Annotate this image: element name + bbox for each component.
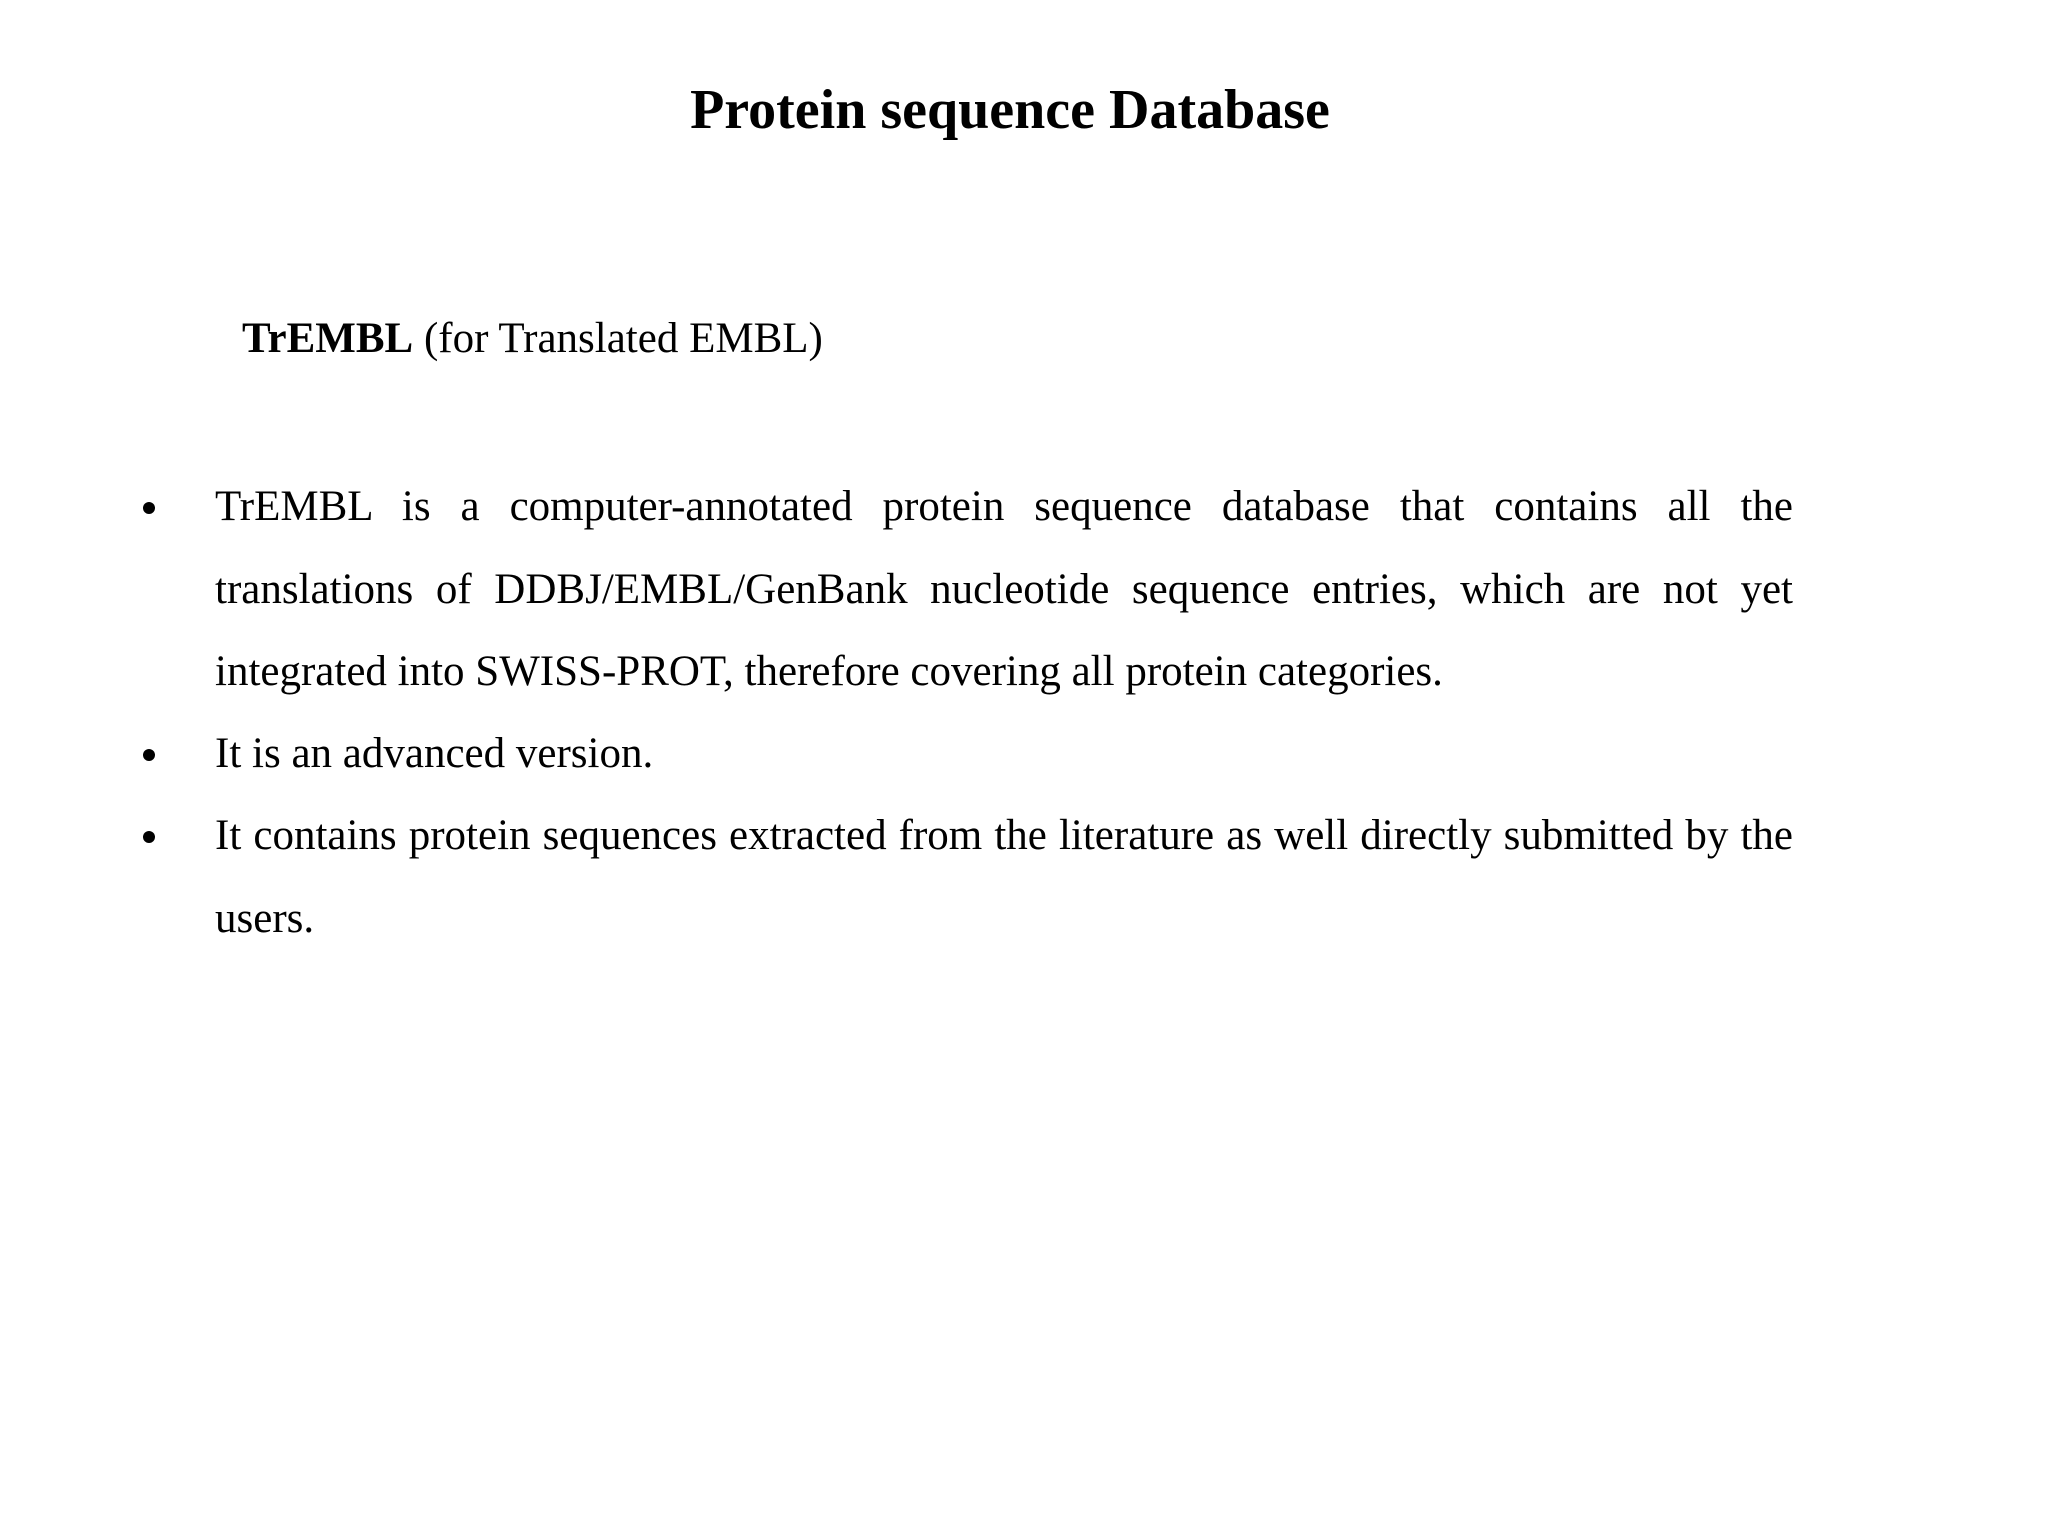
- bullet-icon: [143, 502, 155, 514]
- bullet-icon: [143, 831, 155, 843]
- page-title: Protein sequence Database: [690, 79, 1330, 141]
- subheading-term: TrEMBL: [242, 315, 414, 362]
- subheading-expansion: (for Translated EMBL): [413, 315, 823, 362]
- section-subheading: [242, 310, 823, 368]
- list-item-text: It contains protein sequences extracted from the literature as well directly submitted by the users.: [215, 812, 1793, 942]
- bullet-icon: [143, 749, 155, 761]
- list-item-text: It is an advanced version.: [215, 730, 654, 777]
- list-item-text: TrEMBL is a computer-annotated protein sequence database that contains all the translations of DDBJ/EMBL/GenBank nucleotide sequence entries, which are not yet integrated into SWISS-PROT, therefore covering all protein categories.: [215, 483, 1793, 695]
